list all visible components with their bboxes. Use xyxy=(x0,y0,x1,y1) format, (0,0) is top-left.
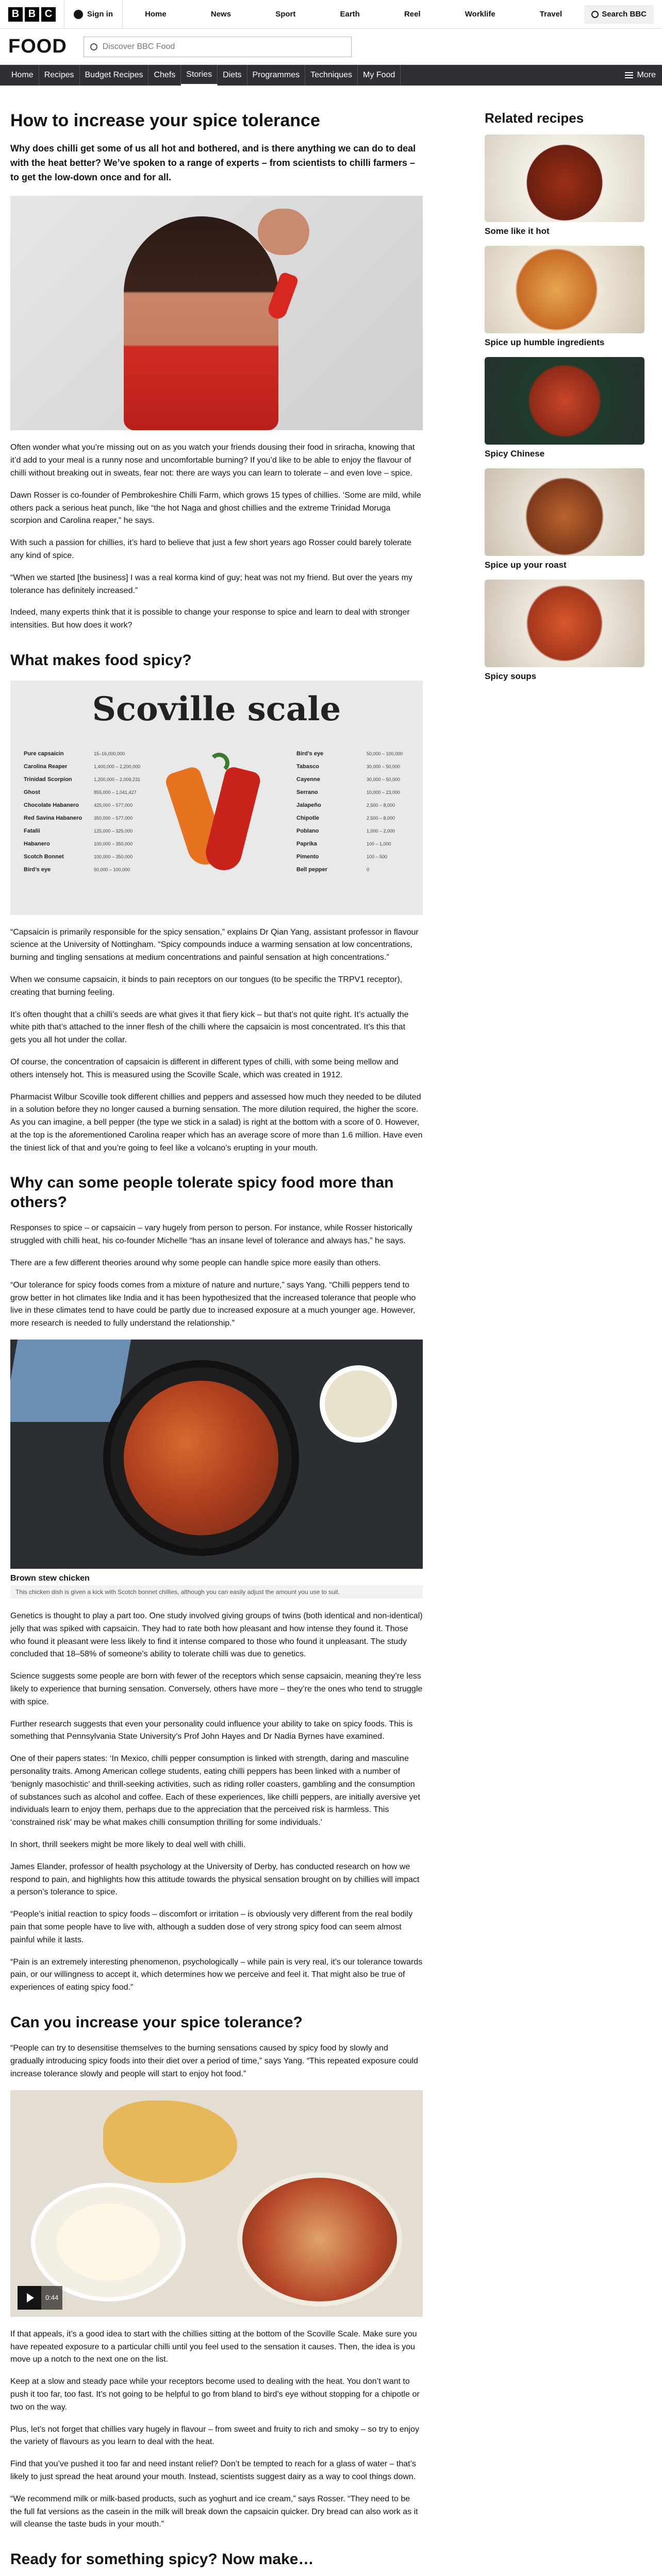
related-recipe-title: Some like it hot xyxy=(485,226,550,236)
food-nav-recipes[interactable]: Recipes xyxy=(39,65,80,86)
more-label: More xyxy=(637,71,656,79)
food-logo[interactable]: FOOD xyxy=(8,36,67,57)
body-paragraph: James Elander, professor of health psychology at the University of Derby, has conducted research on how we respond to pain, and highlights how this attitude towards the physical sensation brought on by chillies will impact a person’s tolerance to spice. xyxy=(10,1862,420,1897)
bbc-nav-earth[interactable]: Earth xyxy=(340,10,360,19)
search-icon xyxy=(90,43,97,50)
scoville-row: Carolina Reaper 1,400,000 – 2,200,000 xyxy=(24,763,141,770)
related-recipes-title: Related recipes xyxy=(485,110,584,126)
curry-bowl-shape xyxy=(237,2173,402,2307)
bbc-nav-worklife[interactable]: Worklife xyxy=(465,10,495,19)
scoville-row: Bird’s eye 50,000 – 100,000 xyxy=(296,750,403,757)
article-lead: Why does chilli get some of us all hot and bothered, and is there anything we can do to deal with the heat better? We’ve spoken to a range of experts – from scientists to chilli farmers – to get the low-down once and for all. xyxy=(10,143,416,182)
scoville-row: Pimento 100 – 500 xyxy=(296,853,388,860)
body-paragraph: “We recommend milk or milk-based products, such as yoghurt and ice cream,” says Rosser. “They need to be the full fat versions as the casein in the milk will break down the capsaicin quicker. Dry bread can also work as it will cleanse the taste buds in your mouth.” xyxy=(10,2494,418,2529)
food-nav-home[interactable]: Home xyxy=(6,65,39,86)
stew-shape xyxy=(124,1381,278,1535)
bbc-logo[interactable] xyxy=(8,7,56,22)
body-paragraph: “Pain is an extremely interesting phenomenon, psychologically – while pain is very real, it’s our tolerance towards pain, or our willingness to accept it, which determines how we perceive and feel it. That might also be true of experiences of eating spicy food.” xyxy=(10,1957,423,1992)
body-paragraph: Responses to spice – or capsaicin – vary hugely from person to person. For instance, while Rosser historically struggled with chilli heat, his co-founder Michelle “has an insane level of tolerance and always has,” he says. xyxy=(10,1224,412,1246)
food-nav-diets[interactable]: Diets xyxy=(218,65,247,86)
scoville-row: Ghost 855,000 – 1,041,427 xyxy=(24,789,137,795)
bbc-nav xyxy=(123,10,584,19)
article-title: How to increase your spice tolerance xyxy=(10,111,320,130)
bbc-nav-news[interactable]: News xyxy=(210,10,231,19)
bbc-search-button[interactable] xyxy=(584,5,654,24)
related-recipe-card[interactable] xyxy=(485,246,644,348)
food-nav xyxy=(0,65,662,86)
scoville-row: Trinidad Scorpion 1,200,000 – 2,009,231 xyxy=(24,776,141,783)
related-recipe-image xyxy=(485,246,644,333)
search-icon xyxy=(591,11,599,18)
food-nav-chefs[interactable]: Chefs xyxy=(148,65,181,86)
rice-shape xyxy=(57,2204,160,2281)
body-paragraph: Keep at a slow and steady pace while your receptors become used to dealing with the heat. You don’t want to push it too far, too fast. It’s not going to be helpful to go from bland to bird’s eye without stopping for a chipotle or two on the way. xyxy=(10,2377,420,2412)
bbc-masthead xyxy=(0,0,662,29)
scoville-row: Red Savina Habanero 350,000 – 577,000 xyxy=(24,815,133,821)
scoville-row: Fatalii 125,000 – 325,000 xyxy=(24,827,133,834)
bbc-search-label: Search BBC xyxy=(602,10,647,19)
food-header xyxy=(0,29,662,65)
related-recipe-card[interactable] xyxy=(485,357,644,459)
scoville-title: Scoville scale xyxy=(92,689,341,728)
video-duration: 0:44 xyxy=(41,2286,62,2310)
food-nav-budget-recipes[interactable]: Budget Recipes xyxy=(80,65,149,86)
scoville-row: Bell pepper 0 xyxy=(296,866,370,873)
bbc-logo-c: C xyxy=(41,7,56,22)
bowl-shape xyxy=(320,1365,397,1443)
intro-paragraph-4: “When we started [the business] I was a real korma kind of guy; heat was not my friend. But over the years my tolerance has definitely increased.” xyxy=(10,573,412,595)
scoville-row: Jalapeño 2,500 – 8,000 xyxy=(296,802,395,808)
food-nav-programmes[interactable]: Programmes xyxy=(247,65,306,86)
sign-in-label: Sign in xyxy=(87,10,113,19)
intro-paragraph-2: Dawn Rosser is co-founder of Pembrokeshire Chilli Farm, which grows 15 types of chillies. ‘Some are mild, while others pack a serious heat punch, like “the hot Naga and ghost chillies and the extreme Trinidad Moruga scorpion and Carolina reaper,” he says. xyxy=(10,490,421,526)
related-recipe-title: Spicy soups xyxy=(485,671,537,681)
scoville-row: Scotch Bonnet 100,000 – 350,000 xyxy=(24,853,133,860)
body-paragraph: In short, thrill seekers might be more likely to deal well with chilli. xyxy=(10,1840,246,1850)
section-heading-ready: Ready for something spicy? Now make… xyxy=(10,2551,314,2568)
body-paragraph: There are a few different theories around why some people can handle spice more easily than others. xyxy=(10,1259,381,1268)
related-recipe-image xyxy=(485,134,644,222)
body-paragraph: Science suggests some people are born with fewer of the receptors which sense capsaicin, meaning they’re less likely to experience that burning sensation. Conversely, others have more – they’re the ones who tend to struggle with spice. xyxy=(10,1672,423,1706)
food-search-input[interactable] xyxy=(84,37,352,57)
related-recipe-card[interactable] xyxy=(485,134,644,236)
body-paragraph: Plus, let’s not forget that chillies vary hugely in flavour – from sweet and fruity to rich and smoky – so try to enjoy the variety of flavours as you learn to deal with the heat. xyxy=(10,2425,419,2447)
nachos-shape xyxy=(103,2100,237,2183)
scoville-row: Tabasco 30,000 – 50,000 xyxy=(296,763,401,770)
scoville-row: Chipotle 2,500 – 8,000 xyxy=(296,815,395,821)
image-caption: This chicken dish is given a kick with Scotch bonnet chillies, although you can easily adjust the amount you use to suit. xyxy=(10,1585,423,1599)
bbc-nav-reel[interactable]: Reel xyxy=(404,10,421,19)
play-icon[interactable] xyxy=(18,2286,41,2310)
article xyxy=(10,110,423,2576)
body-paragraph: If that appeals, it’s a good idea to start with the chillies sitting at the bottom of the Scoville Scale. Make sure you have repeated exposure to a particular chilli until you feel used to the sensation it causes. Then, the idea is you move up a notch to the next one on the list. xyxy=(10,2329,417,2364)
body-paragraph: “Our tolerance for spicy foods comes from a mixture of nature and nurture,” says Yang. “Chilli peppers tend to grow better in hot climates like India and it has been hypothesized that the increased tolerance that people who live in these climates tend to have could be partly due to increased exposure at a much younger age. However, more research is needed to fully understand the relationship.” xyxy=(10,1280,416,1328)
scoville-scale-infographic xyxy=(10,681,423,915)
related-recipe-title: Spice up humble ingredients xyxy=(485,337,605,347)
related-recipe-card[interactable] xyxy=(485,468,644,570)
person-shape xyxy=(124,216,278,430)
food-nav-stories[interactable]: Stories xyxy=(181,65,218,86)
bbc-logo-b2: B xyxy=(25,7,39,22)
section-heading-increase-tolerance: Can you increase your spice tolerance? xyxy=(10,2013,303,2031)
body-paragraph: Find that you’ve pushed it too far and need instant relief? Don’t be tempted to reach for a glass of water – that’s likely to just spread the heat around your mouth. Instead, scientists suggest dairy as a way to cool things down. xyxy=(10,2460,416,2482)
body-paragraph: Pharmacist Wilbur Scoville took different chillies and peppers and assessed how much they needed to be diluted in a solution before they no longer caused a burning sensation. The more dilution required, the higher the score. As you can imagine, a bell pepper (the type we stick in a salad) is right at the bottom with a score of 0. However, at the top is the aforementioned Carolina reaper which has an average score of more than 1.6 million. Have even the tiniest lick of that and you’re going to feel like a volcano’s erupting in your mouth. xyxy=(10,1092,423,1153)
food-search-placeholder: Discover BBC Food xyxy=(102,42,175,51)
scoville-row: Pure capsaicin 15–16,000,000 xyxy=(24,750,125,757)
scoville-row: Habanero 100,000 – 350,000 xyxy=(24,840,133,847)
body-paragraph: It’s often thought that a chilli’s seeds are what gives it that fiery kick – but that’s not quite right. It’s actually the white pith that’s attached to the inner flesh of the chilli where the capsaicin is most concentrated. It’s this that gets you all hot under the collar. xyxy=(10,1010,409,1045)
intro-paragraph-1: Often wonder what you’re missing out on as you watch your friends dousing their food in sriracha, knowing that it’d add to your meal is a runny nose and uncomfortable burning? If you’d like to be able to enjoy the flavour of chilli without breaking out in sweats, fear not: there are ways you can learn to tolerate – and even love – spice. xyxy=(10,443,415,478)
page-layout xyxy=(0,86,662,2576)
body-paragraph: “Capsaicin is primarily responsible for the spicy sensation,” explains Dr Qian Yang, assistant professor in flavour science at the University of Nottingham. “Spicy compounds induce a warming sensation at low concentrations, burning and tingling sensations at medium concentrations and painful sensation at high concentrations.” xyxy=(10,927,419,962)
video-player[interactable] xyxy=(10,2090,423,2317)
bbc-nav-home[interactable]: Home xyxy=(145,10,167,19)
sign-in-button[interactable] xyxy=(64,0,123,29)
related-recipe-image xyxy=(485,357,644,445)
section-heading-why-tolerate: Why can some people tolerate spicy food more than others? xyxy=(10,1174,394,1211)
intro-paragraph-5: Indeed, many experts think that it is possible to change your response to spice and learn to deal with stronger intensities. But how does it work? xyxy=(10,608,410,630)
hand-shape xyxy=(258,209,309,255)
bbc-nav-travel[interactable]: Travel xyxy=(539,10,562,19)
cloth-shape xyxy=(10,1340,131,1422)
scoville-row: Chocolate Habanero 425,000 – 577,000 xyxy=(24,802,133,808)
intro-paragraph-3: With such a passion for chillies, it’s hard to believe that just a few short years ago Rosser could barely tolerate any kind of spice. xyxy=(10,538,411,561)
bbc-nav-sport[interactable]: Sport xyxy=(275,10,296,19)
body-paragraph: “People’s initial reaction to spicy foods – discomfort or irritation – is obviously very different from the real bodily pain that some people have to live with, although a sudden dose of very strong spicy food can seem almost painful while it lasts. xyxy=(10,1910,413,1944)
body-paragraph: When we consume capsaicin, it binds to pain receptors on our tongues (to be specific the TRPV1 receptor), creating that burning feeling. xyxy=(10,975,403,997)
body-paragraph: Further research suggests that even your personality could influence your ability to take on spicy foods. This is something that Pennsylvania State University’s Prof John Hayes and Dr Nadia Byrnes have examined. xyxy=(10,1719,413,1741)
food-nav-techniques[interactable]: Techniques xyxy=(305,65,358,86)
related-recipe-image xyxy=(485,580,644,667)
user-icon xyxy=(74,10,83,19)
hero-image-woman-eating-chilli xyxy=(10,196,423,430)
body-paragraph: “People can try to desensitise themselves to the burning sensations caused by spicy food by slowly and gradually introducing spicy foods into their diet over a period of time,” says Yang. “This repeated exposure could increase tolerance slowly and people will start to enjoy hot food.” xyxy=(10,2044,418,2079)
body-paragraph: Genetics is thought to play a part too. One study involved giving groups of twins (both identical and non-identical) jelly that was spiked with capsaicin. They had to rate both how pleasant and how intense they found it. Those who found it pleasant were less likely to find it intense compared to those who found it unpleasant. The study concluded that 18–58% of someone’s ability to tolerate chilli was due to genetics. xyxy=(10,1612,423,1659)
scoville-row: Poblano 1,000 – 2,000 xyxy=(296,827,395,834)
scoville-row: Cayenne 30,000 – 50,000 xyxy=(296,776,401,783)
body-paragraph: One of their papers states: ‘In Mexico, chilli pepper consumption is linked with strength, daring and masculine personality traits. Among American college students, eating chilli peppers has been linked with a number of ‘benignly masochistic’ and thrill-seeking activities, such as riding roller coasters, gambling and the consumption of substances such as alcohol and coffee. Each of these experiences, like chilli peppers, are initially aversive yet individuals learn to enjoy them, perhaps due to the appreciation that the perceived risk is harmless. This ‘constrained risk’ may be what makes chilli consumption thrilling for some individuals.’ xyxy=(10,1754,420,1827)
image-caption-title[interactable]: Brown stew chicken xyxy=(10,1574,90,1583)
menu-icon xyxy=(625,72,633,78)
more-menu-button[interactable] xyxy=(625,71,656,80)
related-recipes-sidebar xyxy=(485,110,644,2576)
related-recipe-title: Spicy Chinese xyxy=(485,449,545,459)
scoville-list-right xyxy=(296,748,420,876)
scoville-row: Paprika 100 – 1,000 xyxy=(296,840,391,847)
scoville-row: Bird’s eye 50,000 – 100,000 xyxy=(24,866,130,873)
related-recipe-title: Spice up your roast xyxy=(485,560,567,570)
brown-stew-chicken-image[interactable] xyxy=(10,1340,423,1569)
related-recipe-card[interactable] xyxy=(485,580,644,682)
bbc-logo-b1: B xyxy=(8,7,23,22)
scoville-list-left xyxy=(24,748,158,876)
related-recipe-image xyxy=(485,468,644,556)
body-paragraph: Of course, the concentration of capsaicin is different in different types of chilli, with some being mellow and others intensely hot. This is measured using the Scoville Scale, which was created in 1912. xyxy=(10,1057,399,1079)
section-heading-what-makes-food-spicy: What makes food spicy? xyxy=(10,652,192,669)
food-nav-my-food[interactable]: My Food xyxy=(358,65,401,86)
scoville-row: Serrano 10,000 – 23,000 xyxy=(296,789,401,795)
